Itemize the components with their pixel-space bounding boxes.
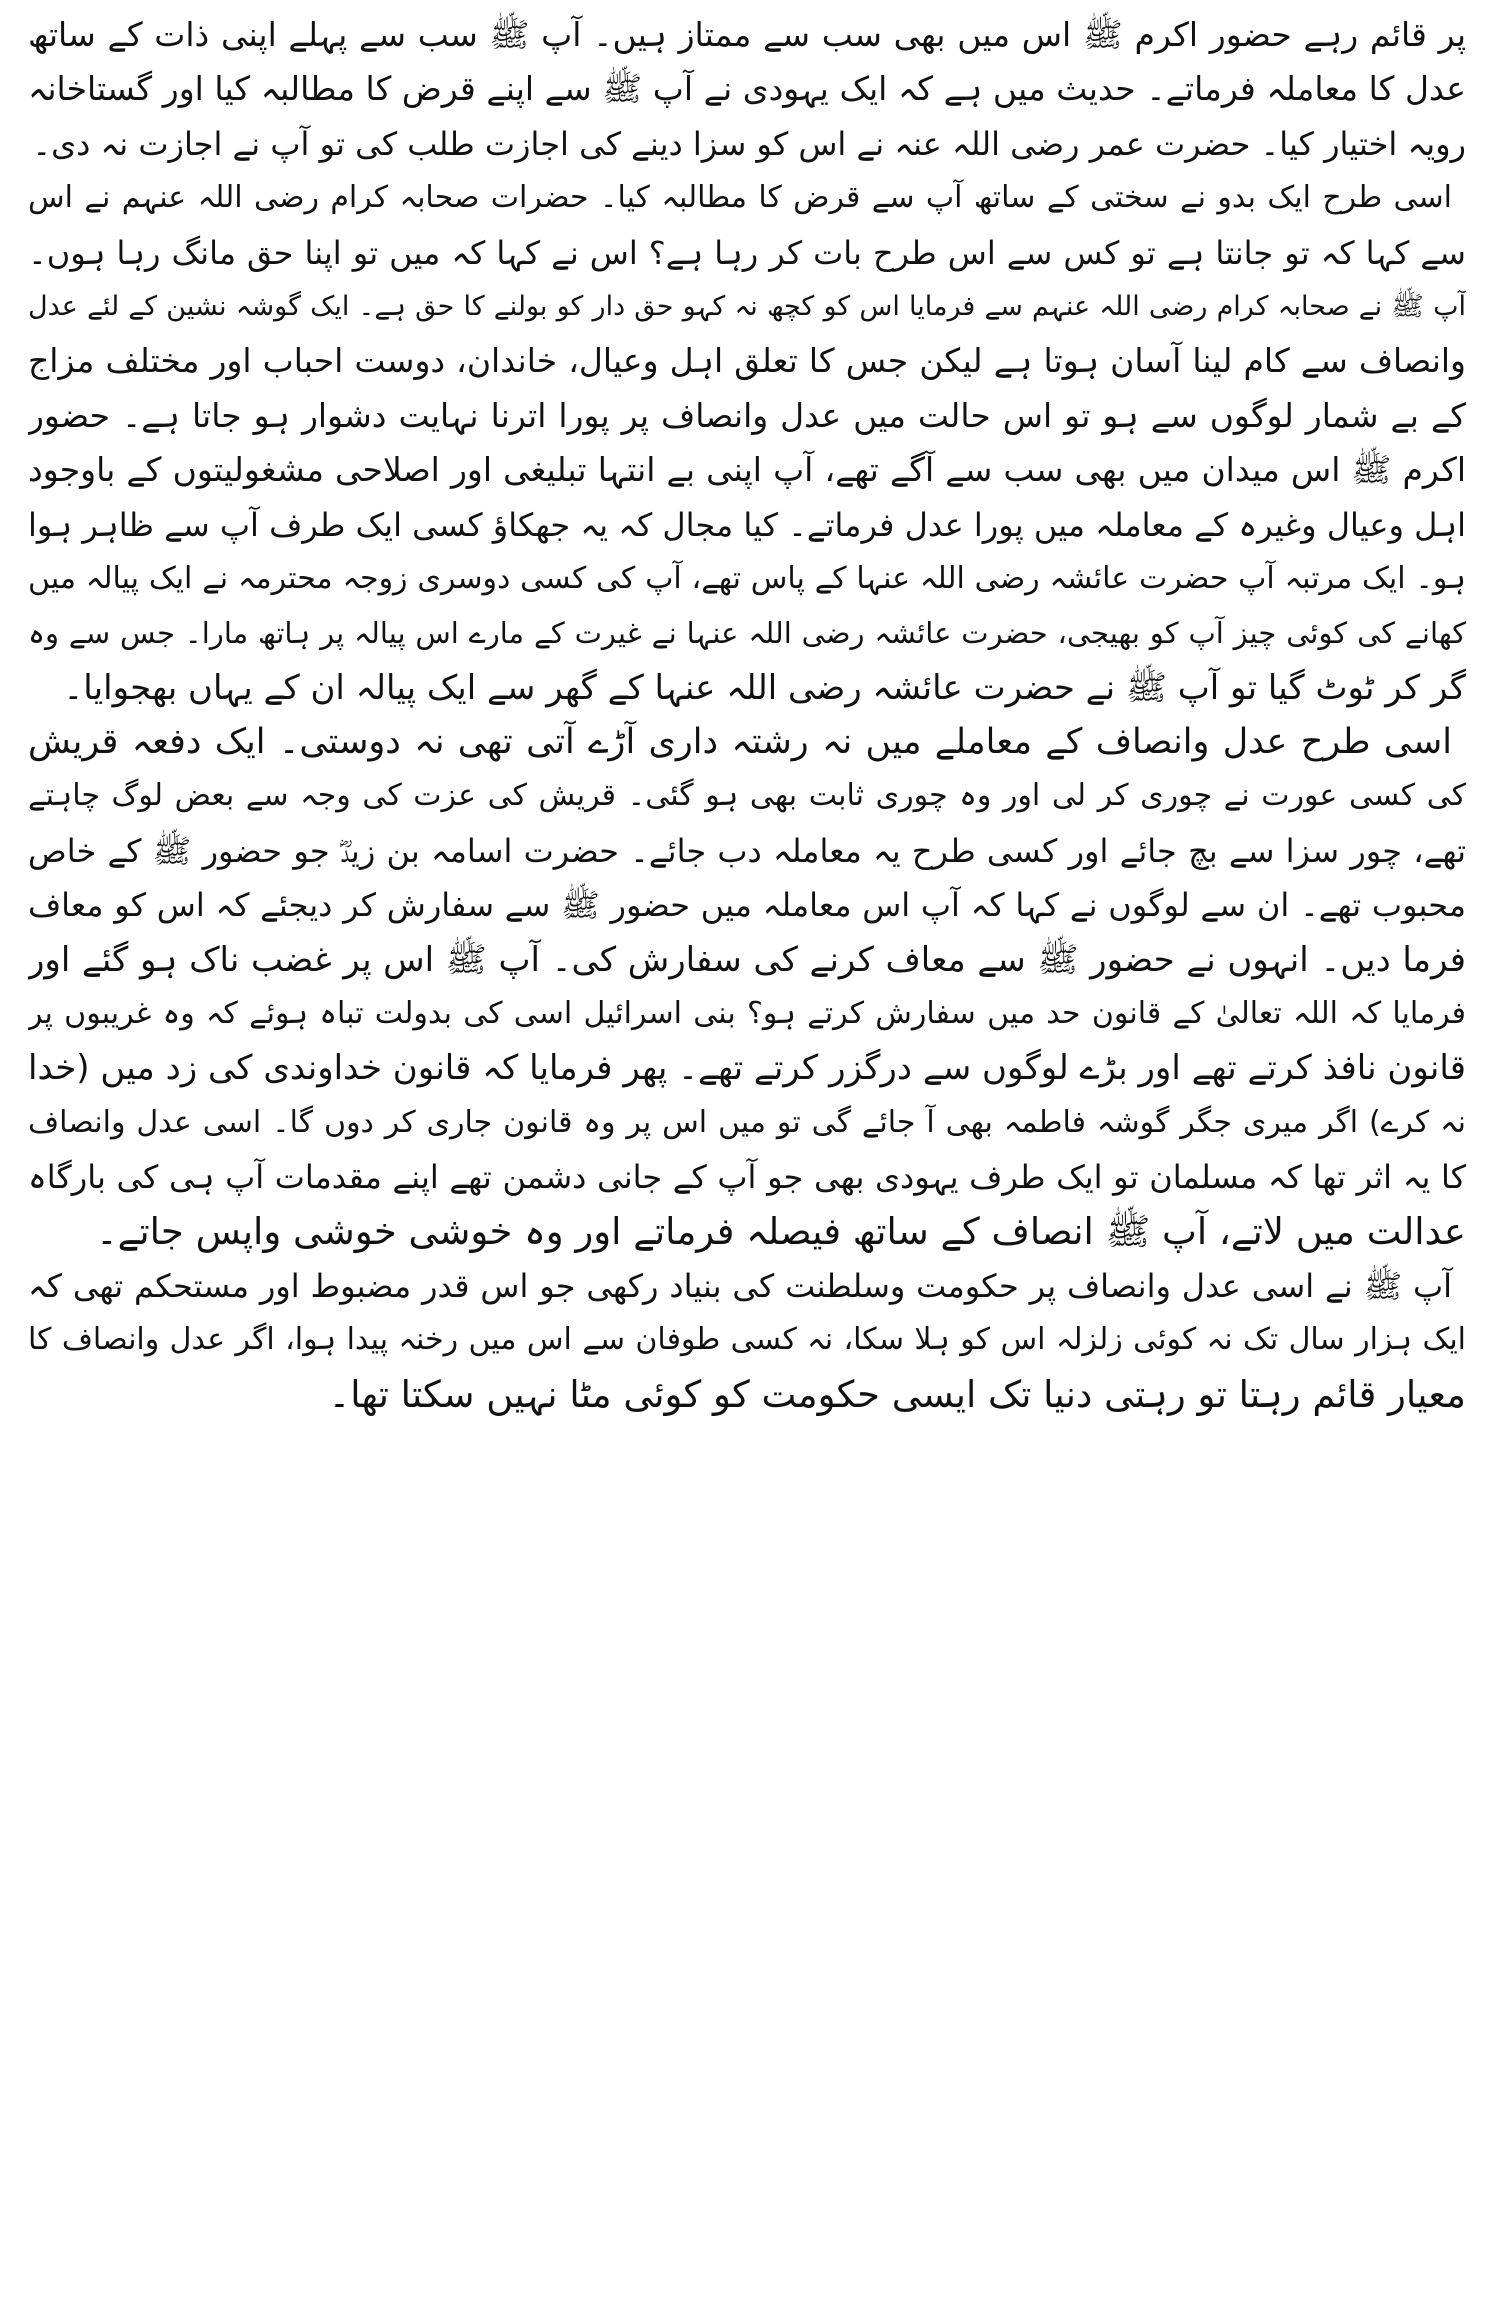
text-line: پر قائم رہے حضور اکرم ﷺ اس میں بھی سب سے ممتاز ہیں۔ آپ ﷺ سب سے پہلے اپنی ذات کے ساتھ [28,15,1466,54]
text-line: اہل وعیال وغیرہ کے معاملہ میں پورا عدل فرماتے۔ کیا مجال کہ یہ جھکاؤ کسی ایک طرف آپ سے ظاہر ہوا [28,505,1466,544]
paragraph-3 [28,715,1466,1259]
paragraph-2 [28,171,1466,715]
text-line: وانصاف سے کام لینا آسان ہوتا ہے لیکن جس کا تعلق اہل وعیال، خاندان، دوست احباب اور مختلف مزاج [28,341,1466,381]
text-line: کھانے کی کوئی چیز آپ کو بھیجی، حضرت عائشہ رضی اللہ عنہا نے غیرت کے مارے اس پیالہ پر ہاتھ مارا۔ جس سے وہ [28,616,1466,651]
text-line: نہ کرے) اگر میری جگر گوشہ فاطمہ بھی آ جائے گی تو میں اس پر وہ قانون جاری کر دوں گا۔ اسی عدل وانصاف [28,1104,1466,1140]
text-line: عدل کا معاملہ فرماتے۔ حدیث میں ہے کہ ایک یہودی نے آپ ﷺ سے اپنے قرض کا مطالبہ کیا اور گستاخانہ [28,69,1466,109]
text-line: اسی طرح ایک بدو نے سختی کے ساتھ آپ سے قرض کا مطالبہ کیا۔ حضرات صحابہ کرام رضی اللہ عنہم نے اس [28,180,1452,216]
text-line: تھے، چور سزا سے بچ جائے اور کسی طرح یہ معاملہ دب جائے۔ حضرت اسامہ بن زیدؓ جو حضور ﷺ کے خاص [28,831,1466,870]
text-line: کا یہ اثر تھا کہ مسلمان تو ایک طرف یہودی بھی جو آپ کے جانی دشمن تھے اپنے مقدمات آپ ہی کی بارگاہ [28,1158,1466,1197]
text-line: گر کر ٹوٹ گیا تو آپ ﷺ نے حضرت عائشہ رضی اللہ عنہا کے گھر سے ایک پیالہ ان کے یہاں بھجوایا۔ [63,667,1466,708]
text-line: آپ ﷺ نے صحابہ کرام رضی اللہ عنہم سے فرمایا اس کو کچھ نہ کہو حق دار کو بولنے کا حق ہے۔ ایک گوشہ نشین کے لئے عدل [28,290,1466,322]
text-line: رویہ اختیار کیا۔ حضرت عمر رضی اللہ عنہ نے اس کو سزا دینے کی اجازت طلب کی تو آپ نے اجازت نہ دی۔ [32,124,1466,163]
text-line: فرمایا کہ اللہ تعالیٰ کے قانون حد میں سفارش کرتے ہو؟ بنی اسرائیل اسی کی بدولت تباہ ہوئے کہ وہ غریبوں پر [28,996,1466,1032]
text-line: عدالت میں لاتے، آپ ﷺ انصاف کے ساتھ فیصلہ فرماتے اور وہ خوشی خوشی واپس جاتے۔ [96,1209,1466,1253]
text-line: کی کسی عورت نے چوری کر لی اور وہ چوری ثابت بھی ہو گئی۔ قریش کی عزت کی وجہ سے بعض لوگ چاہتے [28,778,1466,814]
text-line: آپ ﷺ نے اسی عدل وانصاف پر حکومت وسلطنت کی بنیاد رکھی جو اس قدر مضبوط اور مستحکم تھی کہ [28,1266,1452,1305]
text-line: اسی طرح عدل وانصاف کے معاملے میں نہ رشتہ داری آڑے آتی تھی نہ دوستی۔ ایک دفعہ قریش [28,722,1452,763]
text-line: اکرم ﷺ اس میدان میں بھی سب سے آگے تھے، آپ اپنی بے انتہا تبلیغی اور اصلاحی مشغولیتوں کے باوجود [28,450,1466,490]
paragraph-4 [28,1259,1466,1422]
text-line: ایک ہزار سال تک نہ کوئی زلزلہ اس کو ہلا سکا، نہ کسی طوفان سے اس میں رخنہ پیدا ہوا، اگر عدل وانصاف کا [28,1322,1466,1358]
text-line: فرما دیں۔ انہوں نے حضور ﷺ سے معاف کرنے کی سفارش کی۔ آپ ﷺ اس پر غضب ناک ہو گئے اور [28,939,1466,980]
text-line: سے کہا کہ تو جانتا ہے تو کس سے اس طرح بات کر رہا ہے؟ اس نے کہا کہ میں تو اپنا حق مانگ رہا ہوں۔ [28,233,1466,272]
paragraph-1 [28,8,1466,171]
text-line: محبوب تھے۔ ان سے لوگوں نے کہا کہ آپ اس معاملہ میں حضور ﷺ سے سفارش کر دیجئے کہ اس کو معاف [28,886,1466,925]
text-line: قانون نافذ کرتے تھے اور بڑے لوگوں سے درگزر کرتے تھے۔ پھر فرمایا کہ قانون خداوندی کی زد میں (خدا [28,1048,1466,1089]
text-line: ہو۔ ایک مرتبہ آپ حضرت عائشہ رضی اللہ عنہا کے پاس تھے، آپ کی کسی دوسری زوجہ محترمہ نے ایک پیالہ میں [28,560,1466,596]
text-line: معیار قائم رہتا تو رہتی دنیا تک ایسی حکومت کو کوئی مٹا نہیں سکتا تھا۔ [328,1372,1466,1416]
text-line: کے بے شمار لوگوں سے ہو تو اس حالت میں عدل وانصاف پر پورا اترنا نہایت دشوار ہو جاتا ہے۔ حضور [28,395,1466,435]
